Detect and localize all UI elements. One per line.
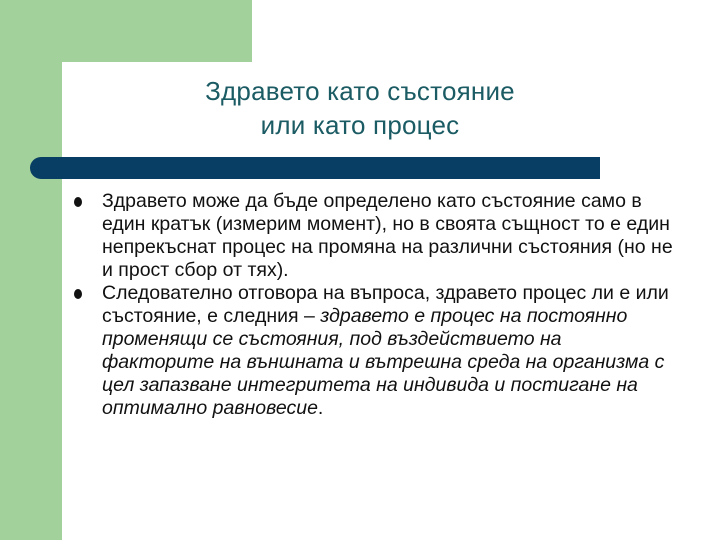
slide-title [62,74,658,142]
bullet-item [74,282,674,420]
bullet-list [74,190,674,420]
slide-title-line-1: Здравето като състояние [205,76,515,106]
bullet-item [74,190,674,282]
bullet-dot-icon [74,289,82,299]
bullet-text: Следователно отговора на въпроса, здравето процес ли е или състояние, е следния – [102,282,669,327]
slide-title-line-2: или като процес [260,110,460,140]
bullet-emphasis-text: здравето е процес на постоянно променящи се състояния, под въздействието на факторите на външната и вътрешна среда на организма с цел запазване интегритета на индивида и постигане на оптимално равновесие [102,305,665,419]
bullet-text-end: . [317,397,324,419]
title-divider-bar [30,157,600,179]
bullet-dot-icon [74,197,82,207]
bullet-text: Здравето може да бъде определено като състояние само в един кратък (измерим момент), но в своята същност то е един непрекъснат процес на промяна на различни състояния (но не и прост сбор от тях). [102,190,673,281]
green-decoration-left [0,0,62,540]
